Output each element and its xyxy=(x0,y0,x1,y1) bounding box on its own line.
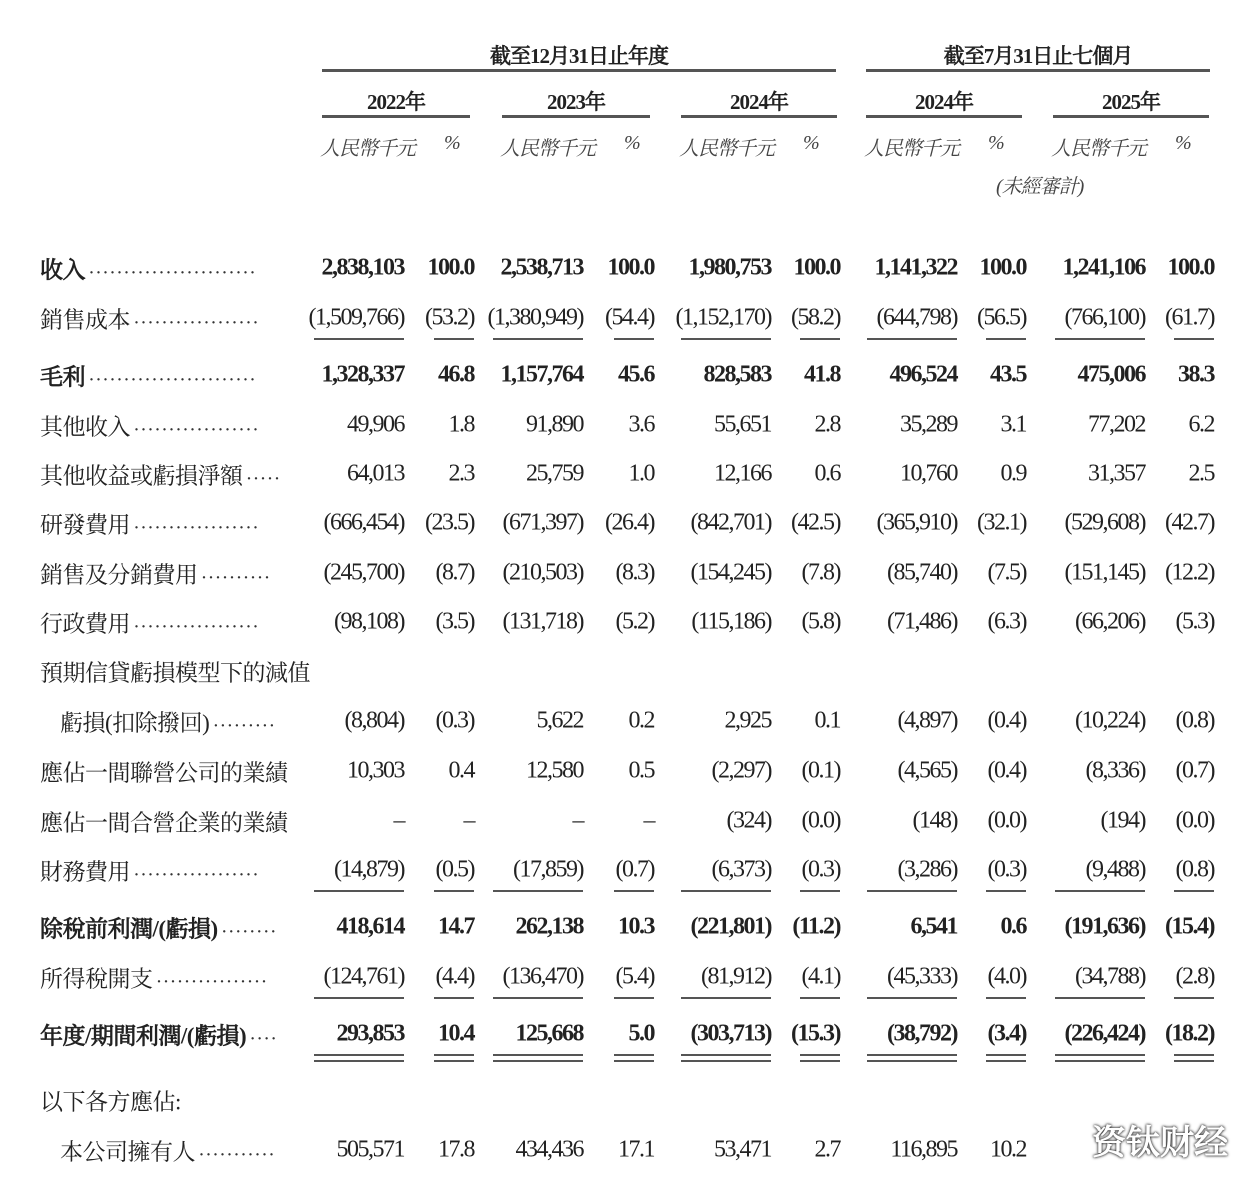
percent-cell: 5.0 xyxy=(628,1020,654,1047)
underline-rule xyxy=(314,1054,404,1056)
underline-rule xyxy=(314,890,404,892)
percent-cell: (0.4) xyxy=(987,707,1026,734)
underline-rule xyxy=(800,890,840,892)
percent-cell: – xyxy=(463,807,474,834)
percent-cell: (7.5) xyxy=(987,559,1026,586)
percent-cell: (53.2) xyxy=(425,304,474,331)
percent-cell: 100.0 xyxy=(607,254,654,281)
percent-cell: (0.3) xyxy=(801,856,840,883)
percent-cell: (0.8) xyxy=(1175,856,1214,883)
percent-cell: 2.3 xyxy=(448,460,474,487)
row-label xyxy=(40,961,153,994)
percent-cell: (0.1) xyxy=(801,757,840,784)
percent-cell: 3.1 xyxy=(1000,411,1026,438)
underline-rule xyxy=(614,997,654,999)
amount-cell: (1,509,766) xyxy=(308,304,404,331)
leader-dots: .......... xyxy=(201,561,272,584)
amount-cell: (666,454) xyxy=(323,509,404,536)
row-label-text: 預期信貸虧損模型下的減值 xyxy=(40,660,310,686)
underline-rule xyxy=(434,890,474,892)
leader-dots: .................. xyxy=(134,413,260,436)
unit-percent: % xyxy=(1175,132,1191,154)
underline-rule xyxy=(614,338,654,340)
underline-rule xyxy=(867,890,957,892)
row-label xyxy=(40,854,130,887)
amount-cell: (10,224) xyxy=(1075,707,1145,734)
underline-rule xyxy=(867,1054,957,1056)
percent-cell: (8.3) xyxy=(615,559,654,586)
amount-cell: (71,486) xyxy=(887,608,957,635)
percent-cell: 43.5 xyxy=(990,361,1026,388)
percent-cell: 0.6 xyxy=(814,460,840,487)
amount-cell: 1,328,337 xyxy=(321,361,404,388)
row-label-text: 毛利 xyxy=(40,364,85,390)
percent-cell: (0.0) xyxy=(1175,807,1214,834)
percent-cell: 6.2 xyxy=(1188,411,1214,438)
amount-cell: (45,333) xyxy=(887,963,957,990)
underline-rule xyxy=(493,338,583,340)
amount-cell: (81,912) xyxy=(701,963,771,990)
amount-cell: 1,241,106 xyxy=(1062,254,1145,281)
amount-cell: 12,580 xyxy=(526,757,583,784)
percent-cell: 0.9 xyxy=(1000,460,1026,487)
row-label xyxy=(40,507,130,540)
underline-rule xyxy=(1174,338,1214,340)
percent-cell: (54.4) xyxy=(605,304,654,331)
amount-cell: (529,608) xyxy=(1064,509,1145,536)
row-label-text: 本公司擁有人 xyxy=(60,1139,195,1165)
amount-cell: (98,108) xyxy=(334,608,404,635)
percent-cell: (15.4) xyxy=(1165,913,1214,940)
unit-amount: 人民幣千元 xyxy=(320,138,415,160)
amount-cell: (38,792) xyxy=(887,1020,957,1047)
amount-cell: 418,614 xyxy=(336,913,404,940)
amount-cell: (66,206) xyxy=(1075,608,1145,635)
unit-percent: % xyxy=(444,132,460,154)
amount-cell: 496,524 xyxy=(889,361,957,388)
row-label-text: 研發費用 xyxy=(40,512,130,538)
percent-cell: (58.2) xyxy=(791,304,840,331)
percent-cell: 2.8 xyxy=(814,411,840,438)
leader-dots: .................. xyxy=(134,306,260,329)
percent-cell: 45.6 xyxy=(618,361,654,388)
amount-cell: 12,166 xyxy=(714,460,771,487)
percent-cell: (12.2) xyxy=(1165,559,1214,586)
underline-rule xyxy=(1055,1054,1145,1056)
underline-rule xyxy=(614,1060,654,1062)
underline-rule xyxy=(434,997,474,999)
underline-rule xyxy=(493,1060,583,1062)
percent-cell: 100.0 xyxy=(427,254,474,281)
underline-rule xyxy=(681,338,771,340)
row-label-text: 財務費用 xyxy=(40,859,130,885)
percent-cell: (2.8) xyxy=(1175,963,1214,990)
row-label-text: 應佔一間合營企業的業績 xyxy=(40,810,288,836)
row-label-text: 其他收入 xyxy=(40,414,130,440)
amount-cell: (14,879) xyxy=(334,856,404,883)
amount-cell: (210,503) xyxy=(502,559,583,586)
amount-cell: (191,636) xyxy=(1064,913,1145,940)
percent-cell: 10.2 xyxy=(990,1136,1026,1163)
amount-cell: (766,100) xyxy=(1064,304,1145,331)
underline-rule xyxy=(1055,890,1145,892)
underline-rule xyxy=(434,338,474,340)
amount-cell: (221,801) xyxy=(690,913,771,940)
underline-rule xyxy=(681,997,771,999)
amount-cell: (2,297) xyxy=(711,757,771,784)
leader-dots: .................. xyxy=(134,858,260,881)
amount-cell: (131,718) xyxy=(502,608,583,635)
amount-cell: (154,245) xyxy=(690,559,771,586)
percent-cell: (3.4) xyxy=(987,1020,1026,1047)
unit-amount: 人民幣千元 xyxy=(1051,138,1146,160)
percent-cell: 46.8 xyxy=(438,361,474,388)
underline-rule xyxy=(800,1060,840,1062)
amount-cell: (115,186) xyxy=(691,608,771,635)
percent-cell: (4.4) xyxy=(435,963,474,990)
year-header: 2022年 xyxy=(367,90,425,114)
amount-cell: (3,286) xyxy=(897,856,957,883)
amount-cell: (17,859) xyxy=(513,856,583,883)
year-header: 2024年 xyxy=(730,90,788,114)
leader-dots: ........ xyxy=(221,915,278,938)
underline-rule xyxy=(986,338,1026,340)
amount-cell: 475,006 xyxy=(1077,361,1145,388)
underline-rule xyxy=(314,338,404,340)
percent-cell: 2.7 xyxy=(814,1136,840,1163)
underline-rule xyxy=(986,890,1026,892)
row-label xyxy=(40,359,85,392)
percent-cell: 2.5 xyxy=(1188,460,1214,487)
amount-cell: (1,380,949) xyxy=(487,304,583,331)
unit-percent: % xyxy=(988,132,1004,154)
percent-cell: 0.5 xyxy=(628,757,654,784)
row-label-text: 虧損(扣除撥回) xyxy=(60,710,210,736)
amount-cell: 116,895 xyxy=(890,1136,957,1163)
row-label xyxy=(60,1134,195,1167)
amount-cell: 77,202 xyxy=(1088,411,1145,438)
amount-cell: 293,853 xyxy=(336,1020,404,1047)
amount-cell: (34,788) xyxy=(1075,963,1145,990)
amount-cell: 2,925 xyxy=(724,707,771,734)
leader-dots: .................. xyxy=(134,610,260,633)
underline-rule xyxy=(1174,890,1214,892)
underline-rule xyxy=(867,997,957,999)
amount-cell: 64,013 xyxy=(347,460,404,487)
amount-cell: (842,701) xyxy=(690,509,771,536)
percent-cell: 10.4 xyxy=(438,1020,474,1047)
underline-rule xyxy=(1055,1060,1145,1062)
row-label xyxy=(40,252,85,285)
leader-dots: ..... xyxy=(246,462,282,485)
percent-cell: (0.0) xyxy=(987,807,1026,834)
row-label xyxy=(40,302,130,335)
percent-cell: 0.4 xyxy=(448,757,474,784)
amount-cell: 49,906 xyxy=(347,411,404,438)
percent-cell: 100.0 xyxy=(793,254,840,281)
underline-rule xyxy=(986,1060,1026,1062)
row-label-text: 以下各方應佔: xyxy=(40,1089,181,1115)
percent-cell: 100.0 xyxy=(1167,254,1214,281)
row-label xyxy=(40,458,243,491)
percent-cell: (32.1) xyxy=(977,509,1026,536)
amount-cell: (151,145) xyxy=(1064,559,1145,586)
percent-cell: (0.0) xyxy=(801,807,840,834)
row-label xyxy=(60,705,209,738)
unit-amount: 人民幣千元 xyxy=(864,138,959,160)
amount-cell: 505,571 xyxy=(336,1136,404,1163)
watermark-logo: 资钛财经 xyxy=(1092,1123,1228,1163)
leader-dots: ........... xyxy=(199,1138,276,1161)
row-label xyxy=(40,1018,246,1051)
leader-dots: .................. xyxy=(134,511,260,534)
year-header: 2025年 xyxy=(1102,90,1160,114)
amount-cell: (9,488) xyxy=(1085,856,1145,883)
amount-cell: 2,538,713 xyxy=(500,254,583,281)
header-rule xyxy=(322,69,836,72)
underline-rule xyxy=(986,997,1026,999)
row-label-text: 年度/期間利潤/(虧損) xyxy=(40,1023,247,1049)
underline-rule xyxy=(434,1054,474,1056)
leader-dots: .... xyxy=(250,1022,279,1045)
amount-cell: (671,397) xyxy=(502,509,583,536)
percent-cell: (5.8) xyxy=(801,608,840,635)
amount-cell: (245,700) xyxy=(323,559,404,586)
row-label-text: 其他收益或虧損淨額 xyxy=(40,463,243,489)
amount-cell: (6,373) xyxy=(711,856,771,883)
amount-cell: (136,470) xyxy=(502,963,583,990)
underline-rule xyxy=(1055,338,1145,340)
leader-dots: ........................ xyxy=(89,256,257,279)
row-label-text: 收入 xyxy=(40,257,85,283)
year-rule xyxy=(322,115,470,118)
percent-cell: (0.3) xyxy=(435,707,474,734)
percent-cell: (61.7) xyxy=(1165,304,1214,331)
annual-group-title: 截至12月31日止年度 xyxy=(490,44,668,68)
percent-cell: (5.2) xyxy=(615,608,654,635)
amount-cell: (148) xyxy=(912,807,957,834)
percent-cell: 3.6 xyxy=(628,411,654,438)
underline-rule xyxy=(867,338,957,340)
underline-rule xyxy=(800,1054,840,1056)
underline-rule xyxy=(681,1060,771,1062)
percent-cell: 1.0 xyxy=(628,460,654,487)
underline-rule xyxy=(1174,1054,1214,1056)
percent-cell: (3.5) xyxy=(435,608,474,635)
amount-cell: (644,798) xyxy=(876,304,957,331)
percent-cell: (8.7) xyxy=(435,559,474,586)
percent-cell: (42.5) xyxy=(791,509,840,536)
underline-rule xyxy=(1055,997,1145,999)
underline-rule xyxy=(800,338,840,340)
amount-cell: 10,760 xyxy=(900,460,957,487)
amount-cell: – xyxy=(393,807,404,834)
underline-rule xyxy=(681,890,771,892)
amount-cell: 91,890 xyxy=(526,411,583,438)
percent-cell: 100.0 xyxy=(979,254,1026,281)
percent-cell: (18.2) xyxy=(1165,1020,1214,1047)
percent-cell: (6.3) xyxy=(987,608,1026,635)
underline-rule xyxy=(493,1054,583,1056)
amount-cell: – xyxy=(572,807,583,834)
year-rule xyxy=(681,115,837,118)
percent-cell: 1.8 xyxy=(448,411,474,438)
amount-cell: (226,424) xyxy=(1064,1020,1145,1047)
unaudited-note: (未經審計) xyxy=(996,176,1084,198)
amount-cell: 31,357 xyxy=(1088,460,1145,487)
year-rule xyxy=(866,115,1022,118)
amount-cell: 434,436 xyxy=(515,1136,583,1163)
underline-rule xyxy=(434,1060,474,1062)
amount-cell: 6,541 xyxy=(910,913,957,940)
amount-cell: 828,583 xyxy=(703,361,771,388)
percent-cell: 14.7 xyxy=(438,913,474,940)
percent-cell: (0.7) xyxy=(615,856,654,883)
percent-cell: 41.8 xyxy=(804,361,840,388)
header-rule xyxy=(866,69,1210,72)
amount-cell: 1,980,753 xyxy=(688,254,771,281)
row-label xyxy=(40,911,218,944)
underline-rule xyxy=(614,1054,654,1056)
year-header: 2023年 xyxy=(547,90,605,114)
amount-cell: (124,761) xyxy=(323,963,404,990)
underline-rule xyxy=(867,1060,957,1062)
row-label-text: 銷售及分銷費用 xyxy=(40,562,198,588)
row-label xyxy=(40,606,130,639)
percent-cell: (5.3) xyxy=(1175,608,1214,635)
year-rule xyxy=(1053,115,1209,118)
amount-cell: 5,622 xyxy=(536,707,583,734)
amount-cell: 10,303 xyxy=(347,757,404,784)
percent-cell: (56.5) xyxy=(977,304,1026,331)
amount-cell: (4,565) xyxy=(897,757,957,784)
underline-rule xyxy=(986,1054,1026,1056)
percent-cell: 17.1 xyxy=(618,1136,654,1163)
underline-rule xyxy=(614,890,654,892)
percent-cell: 38.3 xyxy=(1178,361,1214,388)
amount-cell: 53,471 xyxy=(714,1136,771,1163)
amount-cell: 1,141,322 xyxy=(874,254,957,281)
row-label-text: 應佔一間聯營公司的業績 xyxy=(40,760,288,786)
underline-rule xyxy=(493,890,583,892)
amount-cell: (4,897) xyxy=(897,707,957,734)
amount-cell: (85,740) xyxy=(887,559,957,586)
unit-amount: 人民幣千元 xyxy=(500,138,595,160)
percent-cell: 0.6 xyxy=(1000,913,1026,940)
percent-cell: (4.1) xyxy=(801,963,840,990)
row-label-text: 除稅前利潤/(虧損) xyxy=(40,916,218,942)
underline-rule xyxy=(800,997,840,999)
year-header: 2024年 xyxy=(915,90,973,114)
underline-rule xyxy=(681,1054,771,1056)
percent-cell: (0.4) xyxy=(987,757,1026,784)
percent-cell: (0.3) xyxy=(987,856,1026,883)
amount-cell: 262,138 xyxy=(515,913,583,940)
row-label-text: 所得稅開支 xyxy=(40,966,153,992)
amount-cell: 25,759 xyxy=(526,460,583,487)
underline-rule xyxy=(314,997,404,999)
percent-cell: 10.3 xyxy=(618,913,654,940)
row-label-text: 行政費用 xyxy=(40,611,130,637)
percent-cell: (42.7) xyxy=(1165,509,1214,536)
interim-group-title: 截至7月31日止七個月 xyxy=(943,44,1133,68)
percent-cell: 17.8 xyxy=(438,1136,474,1163)
percent-cell: (4.0) xyxy=(987,963,1026,990)
row-label-text: 銷售成本 xyxy=(40,307,130,333)
row-label xyxy=(40,1084,181,1117)
underline-rule xyxy=(1174,997,1214,999)
year-rule xyxy=(502,115,650,118)
amount-cell: 125,668 xyxy=(515,1020,583,1047)
amount-cell: 35,289 xyxy=(900,411,957,438)
amount-cell: (365,910) xyxy=(876,509,957,536)
underline-rule xyxy=(493,997,583,999)
percent-cell: 0.1 xyxy=(814,707,840,734)
amount-cell: 55,651 xyxy=(714,411,771,438)
amount-cell: (324) xyxy=(726,807,771,834)
underline-rule xyxy=(1174,1060,1214,1062)
percent-cell: – xyxy=(643,807,654,834)
amount-cell: (1,152,170) xyxy=(675,304,771,331)
row-label xyxy=(40,655,310,688)
unit-percent: % xyxy=(624,132,640,154)
percent-cell: (0.8) xyxy=(1175,707,1214,734)
leader-dots: ................ xyxy=(156,965,269,988)
percent-cell: (0.5) xyxy=(435,856,474,883)
percent-cell: (26.4) xyxy=(605,509,654,536)
percent-cell: (23.5) xyxy=(425,509,474,536)
percent-cell: (11.2) xyxy=(792,913,840,940)
percent-cell: (15.3) xyxy=(791,1020,840,1047)
amount-cell: (194) xyxy=(1100,807,1145,834)
unit-amount: 人民幣千元 xyxy=(679,138,774,160)
amount-cell: 2,838,103 xyxy=(321,254,404,281)
percent-cell: (5.4) xyxy=(615,963,654,990)
amount-cell: (8,804) xyxy=(344,707,404,734)
row-label xyxy=(40,409,130,442)
leader-dots: ......... xyxy=(213,709,277,732)
percent-cell: (0.7) xyxy=(1175,757,1214,784)
amount-cell: (303,713) xyxy=(690,1020,771,1047)
underline-rule xyxy=(314,1060,404,1062)
amount-cell: 1,157,764 xyxy=(500,361,583,388)
unit-percent: % xyxy=(803,132,819,154)
amount-cell: (8,336) xyxy=(1085,757,1145,784)
percent-cell: 0.2 xyxy=(628,707,654,734)
percent-cell: (7.8) xyxy=(801,559,840,586)
leader-dots: ........................ xyxy=(89,363,257,386)
row-label xyxy=(40,557,198,590)
